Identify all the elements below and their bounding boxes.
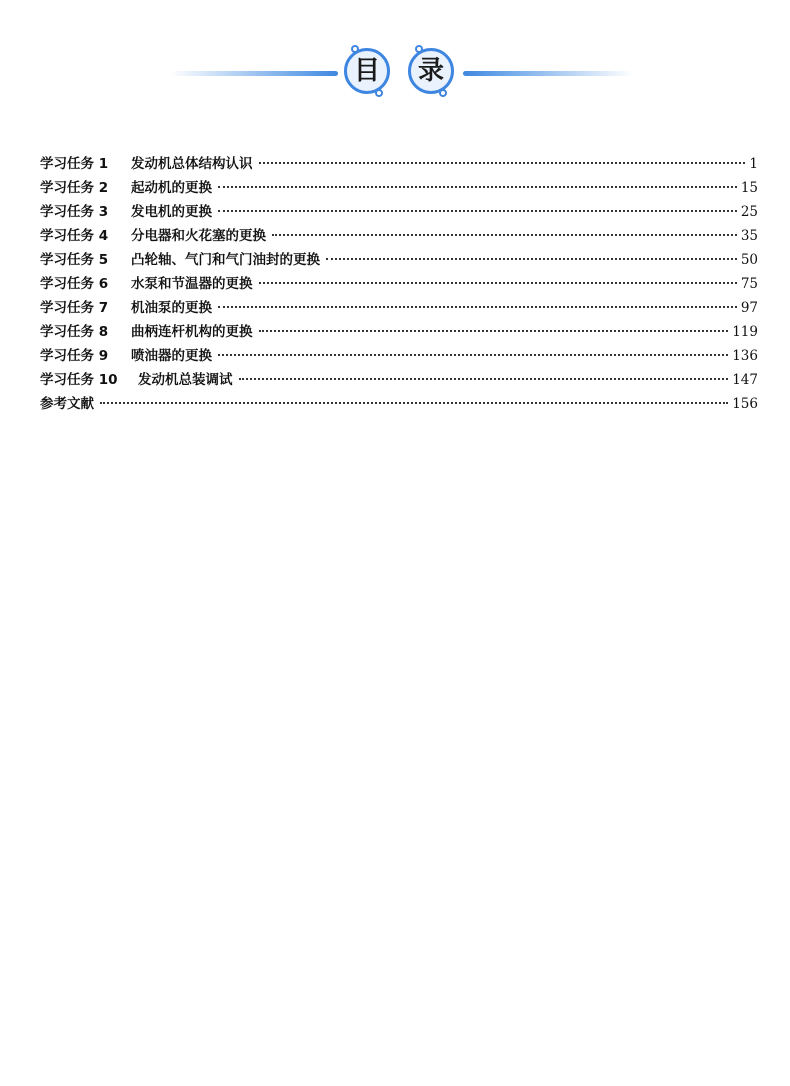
toc-entry-label: 学习任务 10	[40, 372, 118, 388]
toc-entry-page: 156	[732, 396, 758, 412]
toc-entry-2[interactable]	[40, 176, 758, 200]
toc-entry-9[interactable]	[40, 344, 758, 368]
toc-entry-label: 学习任务 1	[40, 156, 109, 172]
toc-entry-title: 发动机总体结构认识	[131, 156, 253, 172]
toc-entry-page: 97	[740, 300, 758, 316]
toc-entry-title: 起动机的更换	[131, 180, 212, 196]
toc-entry-page: 75	[740, 276, 758, 292]
dot-leader	[218, 294, 737, 308]
toc-entry-page: 1	[749, 156, 758, 172]
dot-leader	[218, 198, 737, 212]
dot-leader	[218, 174, 737, 188]
toc-entry-title: 曲柄连杆机构的更换	[131, 324, 253, 340]
toc-entry-page: 50	[740, 252, 758, 268]
toc-entry-title: 喷油器的更换	[131, 348, 212, 364]
heading-char-1: 目	[344, 48, 390, 94]
toc-entry-label: 学习任务 3	[40, 204, 109, 220]
dot-leader	[272, 222, 737, 236]
toc-entry-4[interactable]	[40, 224, 758, 248]
toc-entry-title: 机油泵的更换	[131, 300, 212, 316]
dot-leader	[326, 246, 737, 260]
toc-entry-1[interactable]	[40, 152, 758, 176]
toc-entry-3[interactable]	[40, 200, 758, 224]
dot-leader	[100, 390, 728, 404]
toc-entry-label: 学习任务 8	[40, 324, 109, 340]
toc-entry-label: 学习任务 4	[40, 228, 109, 244]
toc-entry-label: 学习任务 2	[40, 180, 109, 196]
toc-entry-page: 25	[740, 204, 758, 220]
dot-leader	[218, 342, 728, 356]
toc-entry-label: 学习任务 7	[40, 300, 109, 316]
heading-rule-left	[170, 71, 338, 76]
heading-char-2: 录	[408, 48, 454, 94]
toc-entry-page: 136	[732, 348, 758, 364]
dot-leader	[259, 318, 729, 332]
toc-entry-title: 水泵和节温器的更换	[131, 276, 253, 292]
dot-leader	[239, 366, 729, 380]
toc-entry-title: 凸轮轴、气门和气门油封的更换	[131, 252, 320, 268]
toc-entry-label: 学习任务 9	[40, 348, 109, 364]
toc-entry-title: 分电器和火花塞的更换	[131, 228, 266, 244]
toc-entry-8[interactable]	[40, 320, 758, 344]
toc-entry-label: 学习任务 5	[40, 252, 109, 268]
toc-entry-6[interactable]	[40, 272, 758, 296]
toc-entry-page: 15	[740, 180, 758, 196]
toc-entry-label: 学习任务 6	[40, 276, 109, 292]
toc-entry-7[interactable]	[40, 296, 758, 320]
toc-entry-5[interactable]	[40, 248, 758, 272]
toc-entry-title: 发动机总装调试	[138, 372, 233, 388]
toc-entry-10[interactable]	[40, 368, 758, 392]
toc-entry-page: 147	[732, 372, 758, 388]
toc-heading	[0, 44, 790, 104]
table-of-contents	[40, 152, 758, 416]
toc-entry-page: 119	[732, 324, 758, 340]
toc-entry-references[interactable]	[40, 392, 758, 416]
toc-entry-page: 35	[740, 228, 758, 244]
heading-rule-right	[463, 71, 633, 76]
dot-leader	[259, 150, 746, 164]
toc-entry-title: 发电机的更换	[131, 204, 212, 220]
toc-entry-label: 参考文献	[40, 396, 94, 412]
dot-leader	[259, 270, 737, 284]
